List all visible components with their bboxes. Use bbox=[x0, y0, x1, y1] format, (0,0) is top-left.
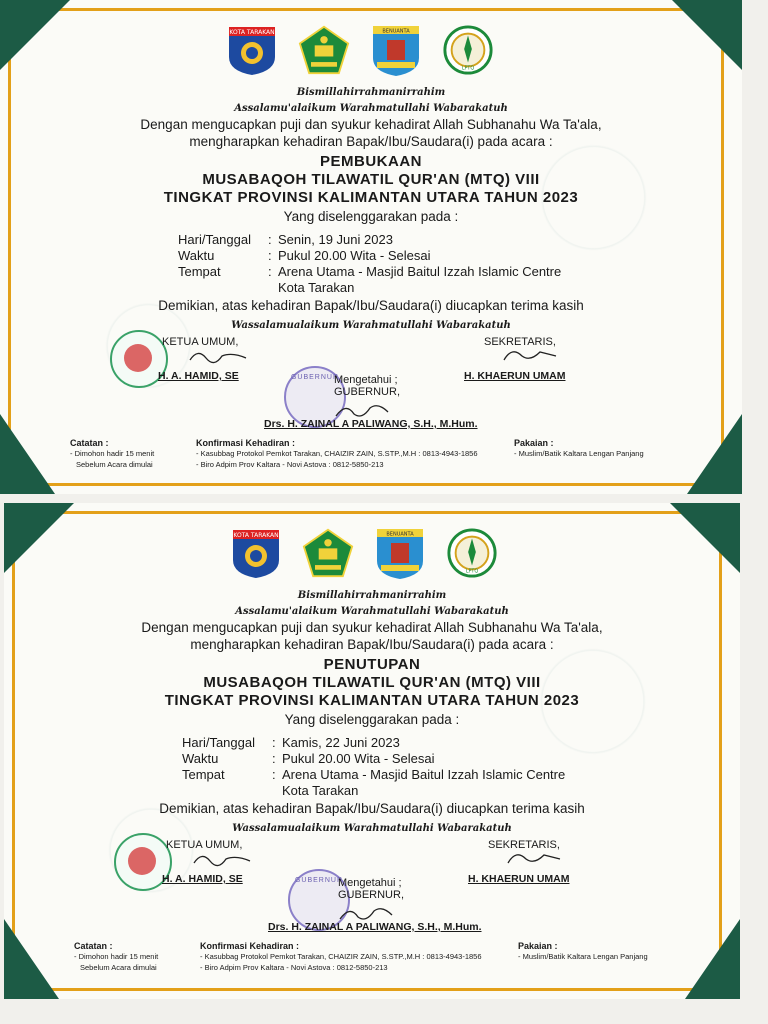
ketua-label: KETUA UMUM, bbox=[162, 336, 239, 348]
venue-city: Kota Tarakan bbox=[282, 783, 359, 798]
invitation-card-pembukaan bbox=[0, 0, 742, 494]
event-title-line-2: TINGKAT PROVINSI KALIMANTAN UTARA TAHUN 2023 bbox=[164, 692, 580, 709]
held-on-label: Yang diselenggarakan pada : bbox=[284, 712, 460, 727]
event-title-line-2: TINGKAT PROVINSI KALIMANTAN UTARA TAHUN 2023 bbox=[163, 189, 579, 206]
time-colon: : bbox=[268, 248, 272, 263]
kemenag-logo bbox=[298, 22, 350, 78]
event-title-line-1: MUSABAQOH TILAWATIL QUR'AN (MTQ) VIII bbox=[203, 674, 541, 691]
corner-ornament-top-left bbox=[4, 503, 74, 573]
venue-value: Arena Utama - Masjid Baitul Izzah Islamic Centre bbox=[282, 767, 566, 782]
governor-stamp-text: GUBERNUR bbox=[290, 374, 340, 381]
date-label: Hari/Tanggal bbox=[182, 735, 255, 750]
catatan-line-1: - Dimohon hadir 15 menit bbox=[74, 952, 159, 961]
corner-ornament-bottom-left bbox=[4, 919, 59, 999]
event-name: PENUTUPAN bbox=[323, 656, 421, 673]
corner-ornament-top-left bbox=[0, 0, 70, 70]
catatan-block bbox=[74, 941, 158, 973]
date-colon: : bbox=[272, 735, 276, 750]
sekretaris-name: H. KHAERUN UMAM bbox=[468, 873, 570, 885]
time-label: Waktu bbox=[178, 248, 215, 263]
pakaian-block bbox=[514, 438, 644, 459]
catatan-line-1: - Dimohon hadir 15 menit bbox=[70, 449, 155, 458]
corner-ornament-bottom-left bbox=[0, 414, 55, 494]
kaltara-province-logo-text: BENUANTA bbox=[386, 531, 414, 538]
kota-tarakan-logo-text: KOTA TARAKAN bbox=[233, 532, 279, 539]
time-value: Pukul 20.00 Wita - Selesai bbox=[282, 751, 435, 766]
konfirmasi-line-2: - Biro Adpim Prov Kaltara - Novi Astova : 0812-5850-213 bbox=[200, 963, 388, 972]
kota-tarakan-logo-text: KOTA TARAKAN bbox=[229, 29, 275, 36]
konfirmasi-title: Konfirmasi Kehadiran : bbox=[196, 438, 296, 448]
gubernur-label: GUBERNUR, bbox=[334, 386, 401, 398]
sekretaris-signature bbox=[504, 847, 564, 869]
lptq-logo bbox=[442, 22, 494, 78]
gubernur-label: GUBERNUR, bbox=[338, 889, 405, 901]
catatan-line-2: Sebelum Acara dimulai bbox=[80, 963, 157, 972]
salam-opening: Assalamu'alaikum Warahmatullahi Wabarakatuh bbox=[234, 103, 508, 114]
pakaian-title: Pakaian : bbox=[514, 438, 554, 448]
governor-stamp-text: GUBERNUR bbox=[294, 877, 344, 884]
corner-ornament-bottom-right bbox=[687, 414, 742, 494]
closing-line: Demikian, atas kehadiran Bapak/Ibu/Saudara(i) diucapkan terima kasih bbox=[158, 298, 584, 313]
ketua-name: H. A. HAMID, SE bbox=[162, 873, 243, 885]
lptq-logo bbox=[446, 525, 498, 581]
sekretaris-signature bbox=[500, 344, 560, 366]
pakaian-title: Pakaian : bbox=[518, 941, 558, 951]
konfirmasi-title: Konfirmasi Kehadiran : bbox=[200, 941, 300, 951]
opening-line-1: Dengan mengucapkan puji dan syukur kehadirat Allah Subhanahu Wa Ta'ala, bbox=[140, 117, 602, 132]
date-label: Hari/Tanggal bbox=[178, 232, 251, 247]
opening-line-2: mengharapkan kehadiran Bapak/Ibu/Saudara(i) pada acara : bbox=[189, 134, 553, 149]
salam-opening: Assalamu'alaikum Warahmatullahi Wabarakatuh bbox=[235, 606, 509, 617]
opening-line-2: mengharapkan kehadiran Bapak/Ibu/Saudara(i) pada acara : bbox=[190, 637, 554, 652]
venue-label: Tempat bbox=[178, 264, 221, 279]
date-colon: : bbox=[268, 232, 272, 247]
gubernur-name: Drs. H. ZAINAL A PALIWANG, S.H., M.Hum. bbox=[268, 921, 482, 933]
catatan-line-2: Sebelum Acara dimulai bbox=[76, 460, 153, 469]
pakaian-block bbox=[518, 941, 648, 962]
logo-row bbox=[230, 525, 498, 581]
konfirmasi-line-1: - Kasubbag Protokol Pemkot Tarakan, CHAIZIR ZAIN, S.STP.,M.H : 0813-4943-1856 bbox=[196, 449, 478, 458]
konfirmasi-line-2: - Biro Adpim Prov Kaltara - Novi Astova : 0812-5850-213 bbox=[196, 460, 384, 469]
pakaian-line-1: - Muslim/Batik Kaltara Lengan Panjang bbox=[518, 952, 648, 961]
ketua-signature bbox=[188, 346, 248, 366]
kaltara-province-logo-text: BENUANTA bbox=[382, 28, 410, 35]
kaltara-province-logo bbox=[374, 525, 426, 581]
detail-venue-city bbox=[282, 783, 358, 798]
catatan-title: Catatan : bbox=[74, 941, 113, 951]
konfirmasi-line-1: - Kasubbag Protokol Pemkot Tarakan, CHAIZIR ZAIN, S.STP.,M.H : 0813-4943-1856 bbox=[200, 952, 482, 961]
logo-row bbox=[226, 22, 494, 78]
konfirmasi-block bbox=[196, 438, 478, 470]
opening-line-1: Dengan mengucapkan puji dan syukur kehadirat Allah Subhanahu Wa Ta'ala, bbox=[141, 620, 603, 635]
event-name: PEMBUKAAN bbox=[320, 153, 422, 170]
corner-ornament-top-right bbox=[670, 503, 740, 573]
held-on-label: Yang diselenggarakan pada : bbox=[283, 209, 459, 224]
mengetahui-label: Mengetahui ; bbox=[338, 877, 402, 889]
sekretaris-label: SEKRETARIS, bbox=[484, 336, 556, 348]
salam-closing: Wassalamualaikum Warahmatullahi Wabarakatuh bbox=[232, 823, 512, 834]
venue-label: Tempat bbox=[182, 767, 225, 782]
venue-colon: : bbox=[268, 264, 272, 279]
venue-value: Arena Utama - Masjid Baitul Izzah Islamic Centre bbox=[278, 264, 562, 279]
corner-ornament-top-right bbox=[672, 0, 742, 70]
konfirmasi-block bbox=[200, 941, 482, 973]
bismillah: Bismillahirrahmanirrahim bbox=[297, 590, 447, 601]
detail-venue-city bbox=[278, 280, 354, 295]
sekretaris-label: SEKRETARIS, bbox=[488, 839, 560, 851]
invitation-card-penutupan bbox=[4, 503, 740, 999]
time-colon: : bbox=[272, 751, 276, 766]
ketua-name: H. A. HAMID, SE bbox=[158, 370, 239, 382]
mengetahui-label: Mengetahui ; bbox=[334, 374, 398, 386]
time-label: Waktu bbox=[182, 751, 219, 766]
date-value: Senin, 19 Juni 2023 bbox=[278, 232, 393, 247]
gubernur-name: Drs. H. ZAINAL A PALIWANG, S.H., M.Hum. bbox=[264, 418, 478, 430]
sekretaris-name: H. KHAERUN UMAM bbox=[464, 370, 566, 382]
kota-tarakan-logo bbox=[226, 22, 278, 78]
catatan-title: Catatan : bbox=[70, 438, 109, 448]
catatan-block bbox=[70, 438, 154, 470]
lptq-logo-text: LPTQ bbox=[465, 569, 479, 575]
pakaian-line-1: - Muslim/Batik Kaltara Lengan Panjang bbox=[514, 449, 644, 458]
kota-tarakan-logo bbox=[230, 525, 282, 581]
time-value: Pukul 20.00 Wita - Selesai bbox=[278, 248, 431, 263]
lptq-logo-text: LPTQ bbox=[461, 66, 475, 72]
ketua-signature bbox=[192, 849, 252, 869]
corner-ornament-bottom-right bbox=[685, 919, 740, 999]
closing-line: Demikian, atas kehadiran Bapak/Ibu/Saudara(i) diucapkan terima kasih bbox=[159, 801, 585, 816]
salam-closing: Wassalamualaikum Warahmatullahi Wabarakatuh bbox=[231, 320, 511, 331]
kemenag-logo bbox=[302, 525, 354, 581]
venue-colon: : bbox=[272, 767, 276, 782]
venue-city: Kota Tarakan bbox=[278, 280, 355, 295]
kaltara-province-logo bbox=[370, 22, 422, 78]
date-value: Kamis, 22 Juni 2023 bbox=[282, 735, 400, 750]
event-title-line-1: MUSABAQOH TILAWATIL QUR'AN (MTQ) VIII bbox=[202, 171, 540, 188]
ketua-label: KETUA UMUM, bbox=[166, 839, 243, 851]
bismillah: Bismillahirrahmanirrahim bbox=[296, 87, 446, 98]
